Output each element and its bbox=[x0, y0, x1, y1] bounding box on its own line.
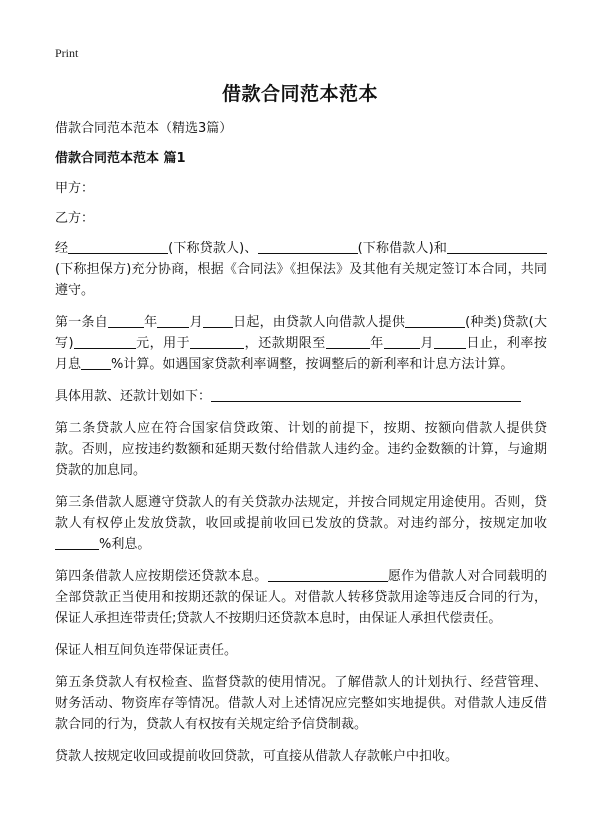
guarantor-blank bbox=[447, 239, 547, 254]
article-3-paragraph: 第三条借款人愿遵守贷款人的有关贷款办法规定，并按合同规定用途使用。否则，贷款人有权停止发放贷款，收回或提前收回已发放的贷款。对违约部分，按规定加收%利息。 bbox=[55, 495, 547, 552]
amount-blank bbox=[74, 334, 136, 349]
borrower-blank bbox=[258, 239, 358, 254]
article-2-paragraph: 第二条贷款人应在符合国家信贷政策、计划的前提下，按期、按额向借款人提供贷款。否则，应按违约数额和延期天数付给借款人违约金。违约金数额的计算，与逾期贷款的加息同。 bbox=[55, 421, 547, 478]
penalty-rate-blank bbox=[55, 535, 99, 550]
lender-blank bbox=[68, 239, 168, 254]
start-day-blank bbox=[203, 313, 233, 328]
print-link[interactable]: Print bbox=[55, 46, 79, 60]
guarantor-name-blank bbox=[268, 567, 388, 582]
end-month-blank bbox=[384, 334, 420, 349]
document-subtitle: 借款合同范本范本（精选3篇） bbox=[55, 121, 233, 136]
loan-type-blank bbox=[405, 313, 465, 328]
start-month-blank bbox=[157, 313, 189, 328]
monthly-rate-blank bbox=[81, 355, 111, 370]
article-1-paragraph: 第一条自 年 月 日起，由贷款人向借款人提供 (种类)贷款(大写) 元，用于 ，还款期限至 年 月 日止，利率按月息 %计算。如遇国家贷款利率调整，按调整后的新利率和计息方法计算。 bbox=[55, 315, 547, 372]
start-year-blank bbox=[108, 313, 144, 328]
party-b-label: 乙方： bbox=[55, 211, 95, 226]
section-heading: 借款合同范本范本 篇1 bbox=[55, 151, 186, 166]
party-a-label: 甲方： bbox=[55, 181, 95, 196]
final-line: 贷款人按规定收回或提前收回贷款，可直接从借款人存款帐户中扣收。 bbox=[55, 749, 459, 764]
document-title: 借款合同范本范本 bbox=[221, 83, 378, 105]
end-day-blank bbox=[434, 334, 466, 349]
end-year-blank bbox=[326, 334, 370, 349]
article-5-paragraph: 第五条贷款人有权检查、监督贷款的使用情况。了解借款人的计划执行、经营管理、财务活动、物资库存等情况。借款人对上述情况应完整如实地提供。对借款人违反借款合同的行为，贷款人有权按有关规定给予信贷制裁。 bbox=[55, 675, 547, 732]
document-body bbox=[55, 118, 547, 778]
repayment-plan-line: 具体用款、还款计划如下： bbox=[55, 386, 547, 407]
guarantor-note: 保证人相互间负连带保证责任。 bbox=[55, 643, 238, 658]
article-4-paragraph: 第四条借款人应按期偿还贷款本息。 愿作为借款人对合同载明的全部贷款正当使用和按期还款的保证人。对借款人转移贷款用途等违反合同的行为，保证人承担连带责任;贷款人不按期归还贷款本息时，由保证人承担代偿责任。 bbox=[55, 569, 547, 626]
intro-paragraph: 经 (下称贷款人)、 (下称借款人)和(下称担保方)充分协商，根据《合同法》《担保法》及其他有关规定签订本合同，共同遵守。 bbox=[55, 241, 547, 298]
purpose-blank bbox=[190, 334, 244, 349]
repayment-plan-blank bbox=[211, 387, 521, 402]
